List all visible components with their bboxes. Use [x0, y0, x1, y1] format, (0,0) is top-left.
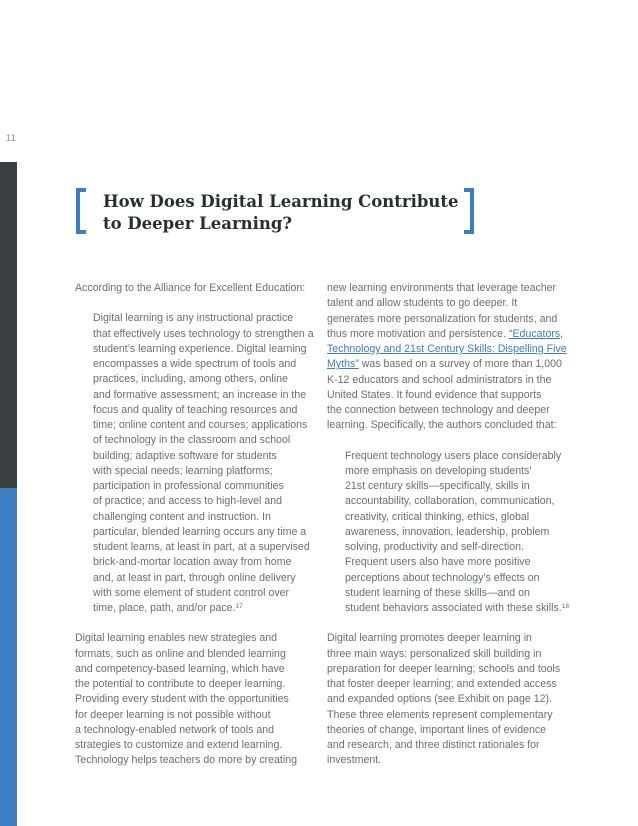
quote-line: awareness, innovation, leadership, problem [345, 525, 550, 538]
sidebar-blue-band [0, 488, 17, 826]
paragraph-line: a technology-enabled network of tools and [75, 723, 275, 736]
paragraph-line: the potential to contribute to deeper learning. [75, 678, 286, 690]
quote-line: Frequent users also have more positive [345, 556, 531, 569]
paragraph-line: that foster deeper learning; and extended access [327, 678, 557, 690]
paragraph-line: United States. It found evidence that supports [327, 388, 542, 401]
right-column [327, 281, 577, 769]
quote-line: student learning of these skills—and on [345, 586, 530, 599]
survey-report-link[interactable]: “Educators, [508, 327, 564, 340]
survey-report-link[interactable]: Myths” [327, 358, 359, 371]
body-paragraph [327, 281, 577, 434]
heading-line: How Does Digital Learning Contribute [103, 192, 459, 211]
quote-line: with some element of student control over [93, 586, 290, 599]
block-quote [327, 449, 577, 617]
paragraph-line: Myths” was based on a survey of more than 1,000 [327, 358, 562, 371]
paragraph-line: for deeper learning is not possible without [75, 708, 271, 721]
section-heading [103, 191, 463, 235]
paragraph-line: talent and allow students to go deeper. It [327, 297, 518, 310]
paragraph-line: generates more personalization for students, and [327, 312, 558, 325]
quote-line: Frequent technology users place considerably [345, 449, 562, 462]
footnote-marker: 18 [561, 603, 569, 610]
quote-line: accountability, collaboration, communication, [345, 495, 555, 508]
quote-line: building; adaptive software for students [93, 449, 277, 462]
quote-line: creativity, critical thinking, ethics, global [345, 510, 530, 523]
paragraph-line: formats, such as online and blended learning [75, 647, 286, 660]
quote-line: student’s learning experience. Digital learning [93, 342, 307, 355]
paragraph-line: These three elements represent complementary [327, 708, 553, 721]
quote-line: perceptions about technology’s effects on [345, 571, 540, 584]
quote-line: particular, blended learning occurs any time a [93, 525, 307, 538]
quote-line: Digital learning is any instructional practice [93, 312, 294, 325]
paragraph-line: Digital learning promotes deeper learning in [327, 632, 532, 645]
quote-line: time, place, path, and/or pace.$^{17}$ [93, 602, 243, 614]
quote-line: of technology in the classroom and school [93, 434, 291, 447]
paragraph-line: Digital learning enables new strategies and [75, 632, 277, 645]
quote-line: of practice; and access to high-level and [93, 495, 283, 508]
quote-line: with special needs; learning platforms; [93, 464, 273, 477]
quote-line: encompasses a wide spectrum of tools and [93, 358, 297, 370]
block-quote [75, 311, 325, 616]
paragraph-line: and research, and three distinct rationales for [327, 739, 540, 751]
paragraph-line: strategies to customize and extend learning. [75, 739, 283, 751]
sidebar-dark-band [0, 162, 17, 488]
paragraph-line: and competency-based learning, which have [75, 662, 285, 675]
quote-line: challenging content and instruction. In [93, 510, 271, 523]
paragraph-line: new learning environments that leverage teacher [327, 282, 557, 294]
survey-report-link[interactable]: Technology and 21st Century Skills: Dispelling Five [327, 343, 567, 355]
paragraph-line: investment. [327, 754, 382, 767]
paragraph-line: K-12 educators and school administrators in the [327, 373, 552, 386]
quote-line: time; online content and courses; applications [93, 419, 308, 431]
paragraph-line: thus more motivation and persistence. “Educators, [327, 327, 564, 340]
paragraph-line: preparation for deeper learning; schools and tools [327, 662, 561, 675]
paragraph-line: Technology helps teachers do more by creating [75, 754, 298, 767]
quote-line: practices, including, among others, online [93, 373, 288, 386]
quote-line: more emphasis on developing students’ [345, 464, 532, 477]
quote-line: participation in professional communities [93, 480, 284, 492]
quote-line: 21st century skills—specifically, skills in [345, 480, 530, 492]
footnote-marker: 17 [235, 603, 243, 610]
intro-paragraph: According to the Alliance for Excellent Education: [75, 282, 306, 294]
paragraph-line: and expanded options (see Exhibit on page 12). [327, 693, 552, 706]
paragraph-line: theories of change, important lines of evidence [327, 723, 547, 736]
heading-line: to Deeper Learning? [103, 214, 293, 233]
right-bracket-decoration [464, 188, 474, 234]
paragraph-line: the connection between technology and deeper [327, 404, 550, 416]
quote-line: and formative assessment; an increase in the [93, 388, 307, 401]
page-number: 11 [6, 133, 17, 143]
quote-line: student behaviors associated with these skills.$^{18}$ [345, 602, 569, 614]
quote-line: that effectively uses technology to strengthen a [93, 327, 314, 340]
quote-line: solving, productivity and self-direction. [345, 541, 525, 553]
quote-line: student learns, at least in part, at a supervised [93, 541, 310, 553]
body-paragraph [327, 631, 577, 768]
quote-line: focus and quality of teaching resources and [93, 403, 298, 416]
paragraph-line [327, 342, 577, 357]
quote-line: and, at least in part, through online delivery [93, 571, 296, 584]
paragraph-line: learning. Specifically, the authors concluded that: [327, 419, 557, 432]
left-column [75, 281, 325, 769]
paragraph-line: three main ways: personalized skill building in [327, 647, 542, 660]
paragraph-line: Providing every student with the opportunities [75, 693, 289, 706]
quote-line: brick-and-mortar location away from home [93, 556, 292, 569]
left-bracket-decoration [76, 188, 86, 234]
body-paragraph [75, 631, 325, 768]
